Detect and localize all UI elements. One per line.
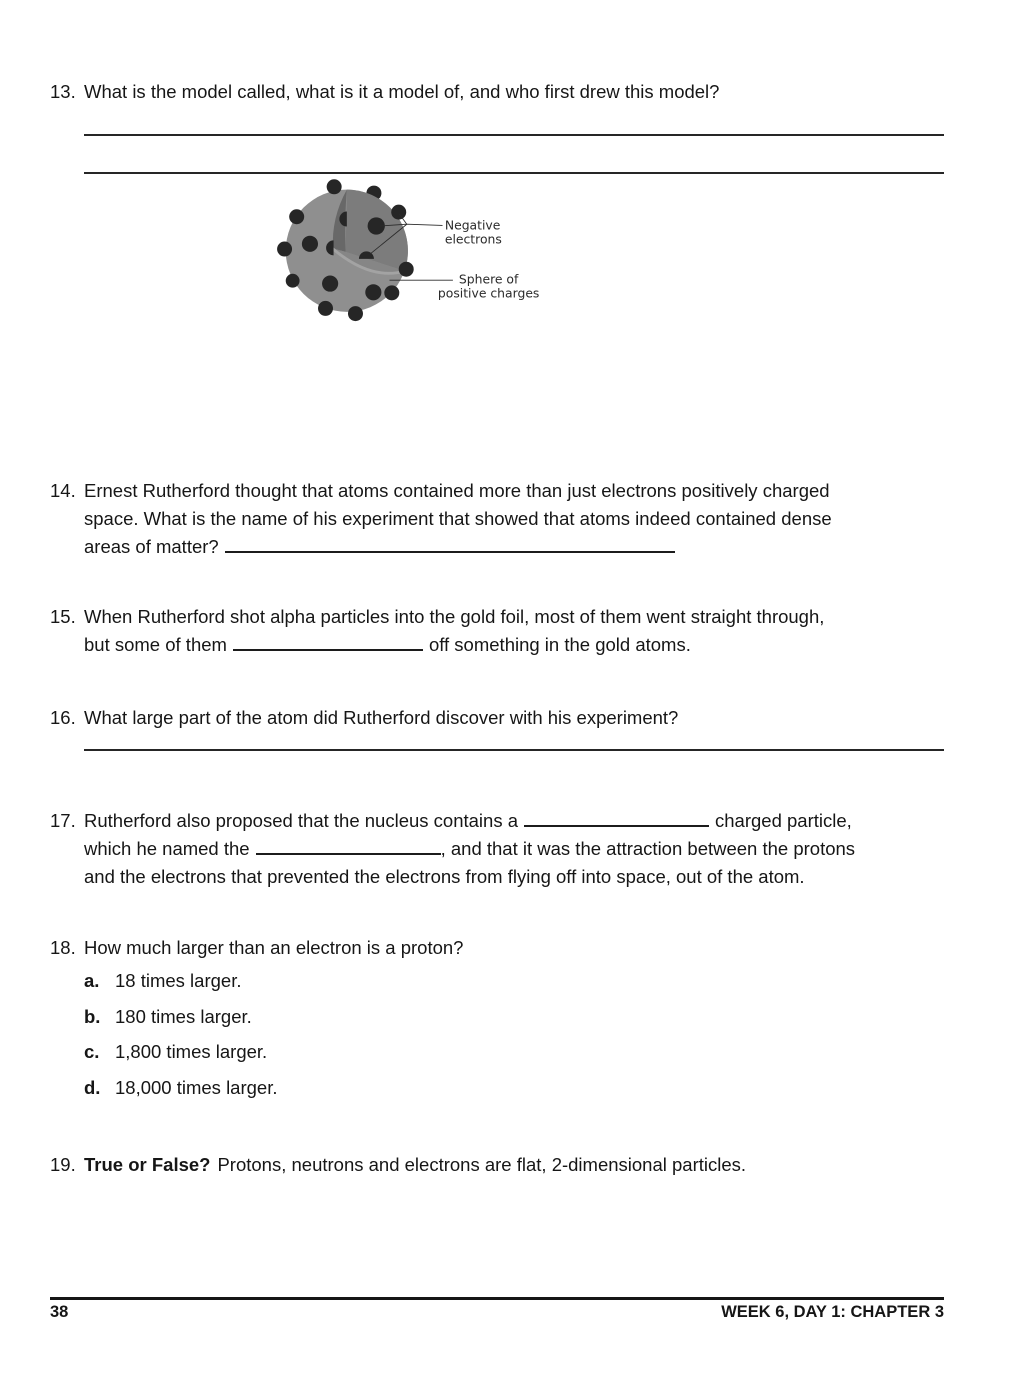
answer-line [84,172,944,174]
question-17-text: Rutherford also proposed that the nucleus contains a [84,810,519,831]
question-17-text [84,807,944,835]
question-19-emphasis: True or False? [84,1154,211,1175]
footer-section: WEEK 6, DAY 1: CHAPTER 3 [721,1303,944,1321]
question-14-text: space. What is the name of his experiment that showed that atoms indeed contained dense [84,508,832,529]
question-15-number: 15. [50,606,76,627]
question-14 [50,477,944,561]
electron-dot [302,236,318,252]
electron-dot [348,306,363,321]
thomson-model-figure [250,181,710,426]
electron-dot [289,209,304,224]
question-16-number: 16. [50,707,76,728]
question-17 [50,807,944,891]
electron-dot [399,262,414,277]
electron-dot [318,301,333,316]
answer-line [84,749,944,751]
negative-electrons-label: electrons [444,231,502,247]
electron-dot [365,284,381,300]
option-a [84,967,944,994]
question-18-number: 18. [50,937,76,958]
answer-line [84,134,944,136]
electron-dot [327,179,342,194]
question-15-text: When Rutherford shot alpha particles into the gold foil, most of them went straight through, [84,606,825,627]
option-c-letter: c. [84,1041,100,1062]
option-d [84,1074,944,1101]
positive-sphere-label: positive charges [437,285,540,301]
electron-dot [322,276,338,292]
question-17-text: , and that it was the attraction between the protons [440,838,856,859]
page-number: 38 [50,1303,69,1321]
fill-in-blank [225,546,675,553]
question-19-number: 19. [50,1154,76,1175]
question-15-text: but some of them [84,634,227,655]
question-13-number: 13. [50,81,76,102]
option-b-letter: b. [84,1005,101,1027]
fill-in-blank [256,848,441,855]
question-14-text [84,533,944,561]
question-17-number: 17. [50,810,76,831]
question-19-text: Protons, neutrons and electrons are flat, 2-dimensional particles. [217,1154,747,1175]
question-16 [50,704,944,731]
question-15 [50,603,944,659]
question-17-text: charged particle, [715,810,852,831]
question-17-text: and the electrons that prevented the electrons from flying off into space, out of the atom. [84,866,805,887]
fill-in-blank [233,644,423,651]
question-17-text [84,835,944,863]
question-15-text: off something in the gold atoms. [428,634,691,655]
option-c-text: 1,800 times larger. [115,1041,268,1062]
electron-dot [286,274,300,288]
footer-rule [50,1297,944,1300]
question-18-options [84,967,944,1101]
option-a-letter: a. [84,970,100,991]
question-13 [50,78,944,105]
option-d-letter: d. [84,1076,101,1098]
question-19 [50,1151,944,1178]
question-18 [50,934,944,1101]
electron-dot [277,242,292,257]
question-17-text: which he named the [84,838,250,859]
electron-dot [391,205,406,220]
option-a-text: 18 times larger. [115,970,242,991]
electron-dot [384,285,399,300]
positive-sphere-label: Sphere of [458,271,519,287]
fill-in-blank [524,820,709,827]
question-14-text: Ernest Rutherford thought that atoms contained more than just electrons positively charged [84,480,830,501]
question-14-number: 14. [50,480,76,501]
option-c [84,1038,944,1065]
figure-labels [438,217,540,300]
question-16-text: What large part of the atom did Rutherford discover with his experiment? [84,707,679,728]
option-b-text: 180 times larger. [115,1005,252,1027]
question-15-text [84,631,944,659]
option-b [84,1003,944,1030]
question-18-text: How much larger than an electron is a proton? [84,937,464,958]
question-14-text: areas of matter? [84,536,219,557]
option-d-text: 18,000 times larger. [115,1076,278,1098]
question-13-text: What is the model called, what is it a model of, and who first drew this model? [84,81,720,102]
negative-electrons-label: Negative [444,217,501,233]
